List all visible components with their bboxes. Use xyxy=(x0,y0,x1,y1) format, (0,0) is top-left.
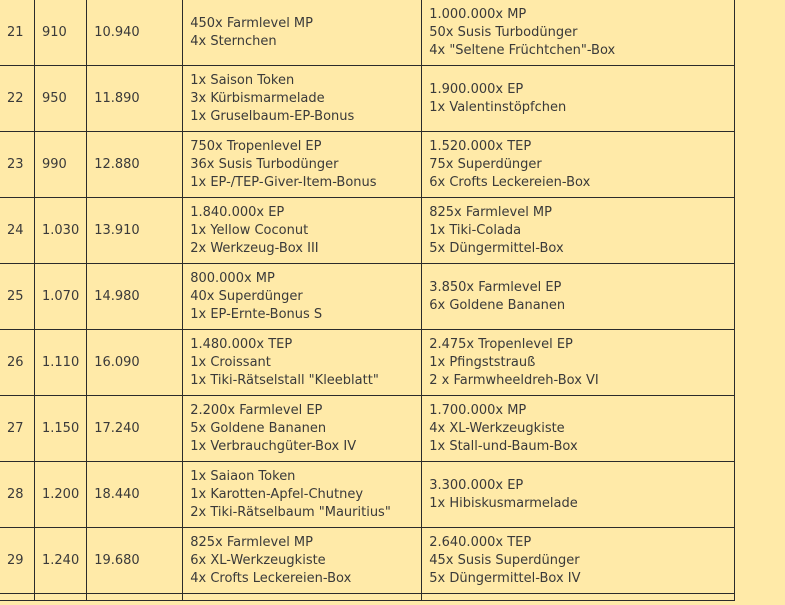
reward-item: 1x Stall-und-Baum-Box xyxy=(429,438,578,454)
rewards-b-cell xyxy=(422,0,735,66)
empty-cell xyxy=(0,594,35,601)
reward-item: 6x Crofts Leckereien-Box xyxy=(429,174,591,190)
reward-item: 750x Tropenlevel EP xyxy=(190,138,322,154)
reward-item: 6x Goldene Bananen xyxy=(429,297,566,313)
reward-item: 4x "Seltene Früchtchen"-Box xyxy=(429,42,616,58)
total-cell: 10.940 xyxy=(87,0,183,66)
reward-item: 825x Farmlevel MP xyxy=(429,204,552,220)
rewards-b-cell xyxy=(422,132,735,198)
level-cell: 29 xyxy=(0,528,35,594)
total-cell: 16.090 xyxy=(87,330,183,396)
reward-item: 5x Goldene Bananen xyxy=(190,420,327,436)
reward-item: 5x Düngermittel-Box IV xyxy=(429,570,581,586)
reward-item: 1x Croissant xyxy=(190,354,271,370)
reward-item: 2.200x Farmlevel EP xyxy=(190,402,323,418)
reward-item: 1x Tiki-Rätselstall "Kleeblatt" xyxy=(190,372,379,388)
points-cell: 1.240 xyxy=(35,528,87,594)
rewards-a-cell xyxy=(183,132,422,198)
table-row xyxy=(0,264,735,330)
rewards-b-cell xyxy=(422,66,735,132)
reward-item: 40x Superdünger xyxy=(190,288,303,304)
reward-item: 1x Karotten-Apfel-Chutney xyxy=(190,486,364,502)
empty-cell xyxy=(87,594,183,601)
reward-item: 3.300.000x EP xyxy=(429,477,524,493)
reward-item: 6x XL-Werkzeugkiste xyxy=(190,552,326,568)
reward-item: 1.900.000x EP xyxy=(429,81,524,97)
reward-item: 800.000x MP xyxy=(190,270,275,286)
total-cell: 19.680 xyxy=(87,528,183,594)
level-cell: 23 xyxy=(0,132,35,198)
reward-item: 36x Susis Turbodünger xyxy=(190,156,339,172)
reward-item: 1.840.000x EP xyxy=(190,204,285,220)
table-row xyxy=(0,132,735,198)
points-cell: 1.200 xyxy=(35,462,87,528)
rewards-a-cell xyxy=(183,66,422,132)
rewards-a-cell xyxy=(183,528,422,594)
reward-item: 1x Verbrauchgüter-Box IV xyxy=(190,438,357,454)
total-cell: 17.240 xyxy=(87,396,183,462)
rewards-b-cell xyxy=(422,396,735,462)
rewards-b-cell xyxy=(422,462,735,528)
rewards-b-cell xyxy=(422,198,735,264)
reward-item: 1x EP-Ernte-Bonus S xyxy=(190,306,323,322)
reward-item: 50x Susis Turbodünger xyxy=(429,24,578,40)
points-cell: 990 xyxy=(35,132,87,198)
level-cell: 24 xyxy=(0,198,35,264)
reward-item: 2.640.000x TEP xyxy=(429,534,532,550)
reward-item: 75x Superdünger xyxy=(429,156,542,172)
rewards-b-cell xyxy=(422,528,735,594)
reward-item: 3x Kürbismarmelade xyxy=(190,90,325,106)
total-cell: 14.980 xyxy=(87,264,183,330)
rewards-a-cell xyxy=(183,396,422,462)
empty-cell xyxy=(183,594,422,601)
points-cell: 950 xyxy=(35,66,87,132)
table-row xyxy=(0,66,735,132)
reward-item: 1.000.000x MP xyxy=(429,6,527,22)
reward-item: 1x Tiki-Colada xyxy=(429,222,522,238)
total-cell: 12.880 xyxy=(87,132,183,198)
reward-item: 4x XL-Werkzeugkiste xyxy=(429,420,565,436)
rewards-a-cell xyxy=(183,462,422,528)
reward-item: 2x Werkzeug-Box III xyxy=(190,240,319,256)
reward-item: 4x Crofts Leckereien-Box xyxy=(190,570,352,586)
reward-item: 1.480.000x TEP xyxy=(190,336,293,352)
reward-item: 825x Farmlevel MP xyxy=(190,534,313,550)
total-cell: 11.890 xyxy=(87,66,183,132)
table-row xyxy=(0,198,735,264)
reward-item: 1x Hibiskusmarmelade xyxy=(429,495,578,511)
empty-cell xyxy=(35,594,87,601)
table-row xyxy=(0,462,735,528)
reward-item: 1x Yellow Coconut xyxy=(190,222,309,238)
table-row xyxy=(0,0,735,66)
level-cell: 28 xyxy=(0,462,35,528)
points-cell: 1.150 xyxy=(35,396,87,462)
reward-item: 1x Saison Token xyxy=(190,72,295,88)
reward-item: 2x Tiki-Rätselbaum "Mauritius" xyxy=(190,504,391,520)
reward-item: 2 x Farmwheeldreh-Box VI xyxy=(429,372,599,388)
total-cell: 18.440 xyxy=(87,462,183,528)
table-row xyxy=(0,330,735,396)
reward-item: 1x Valentinstöpfchen xyxy=(429,99,567,115)
reward-item: 1x Gruselbaum-EP-Bonus xyxy=(190,108,355,124)
level-cell: 27 xyxy=(0,396,35,462)
points-cell: 910 xyxy=(35,0,87,66)
level-cell: 21 xyxy=(0,0,35,66)
rewards-a-cell xyxy=(183,0,422,66)
rewards-a-cell xyxy=(183,330,422,396)
total-cell: 13.910 xyxy=(87,198,183,264)
table-row xyxy=(0,396,735,462)
points-cell: 1.030 xyxy=(35,198,87,264)
empty-cell xyxy=(422,594,735,601)
reward-item: 45x Susis Superdünger xyxy=(429,552,580,568)
reward-item: 1x Pfingststrauß xyxy=(429,354,536,370)
reward-item: 1x EP-/TEP-Giver-Item-Bonus xyxy=(190,174,377,190)
points-cell: 1.110 xyxy=(35,330,87,396)
table-row-partial xyxy=(0,594,735,601)
reward-item: 1.700.000x MP xyxy=(429,402,527,418)
rewards-b-cell xyxy=(422,264,735,330)
level-cell: 25 xyxy=(0,264,35,330)
rewards-a-cell xyxy=(183,264,422,330)
reward-item: 1x Saiaon Token xyxy=(190,468,296,484)
reward-item: 450x Farmlevel MP xyxy=(190,15,313,31)
level-cell: 26 xyxy=(0,330,35,396)
rewards-a-cell xyxy=(183,198,422,264)
level-cell: 22 xyxy=(0,66,35,132)
reward-item: 3.850x Farmlevel EP xyxy=(429,279,562,295)
rewards-b-cell xyxy=(422,330,735,396)
reward-item: 4x Sternchen xyxy=(190,33,277,49)
table-row xyxy=(0,528,735,594)
reward-item: 2.475x Tropenlevel EP xyxy=(429,336,573,352)
reward-item: 1.520.000x TEP xyxy=(429,138,532,154)
reward-item: 5x Düngermittel-Box xyxy=(429,240,564,256)
points-cell: 1.070 xyxy=(35,264,87,330)
